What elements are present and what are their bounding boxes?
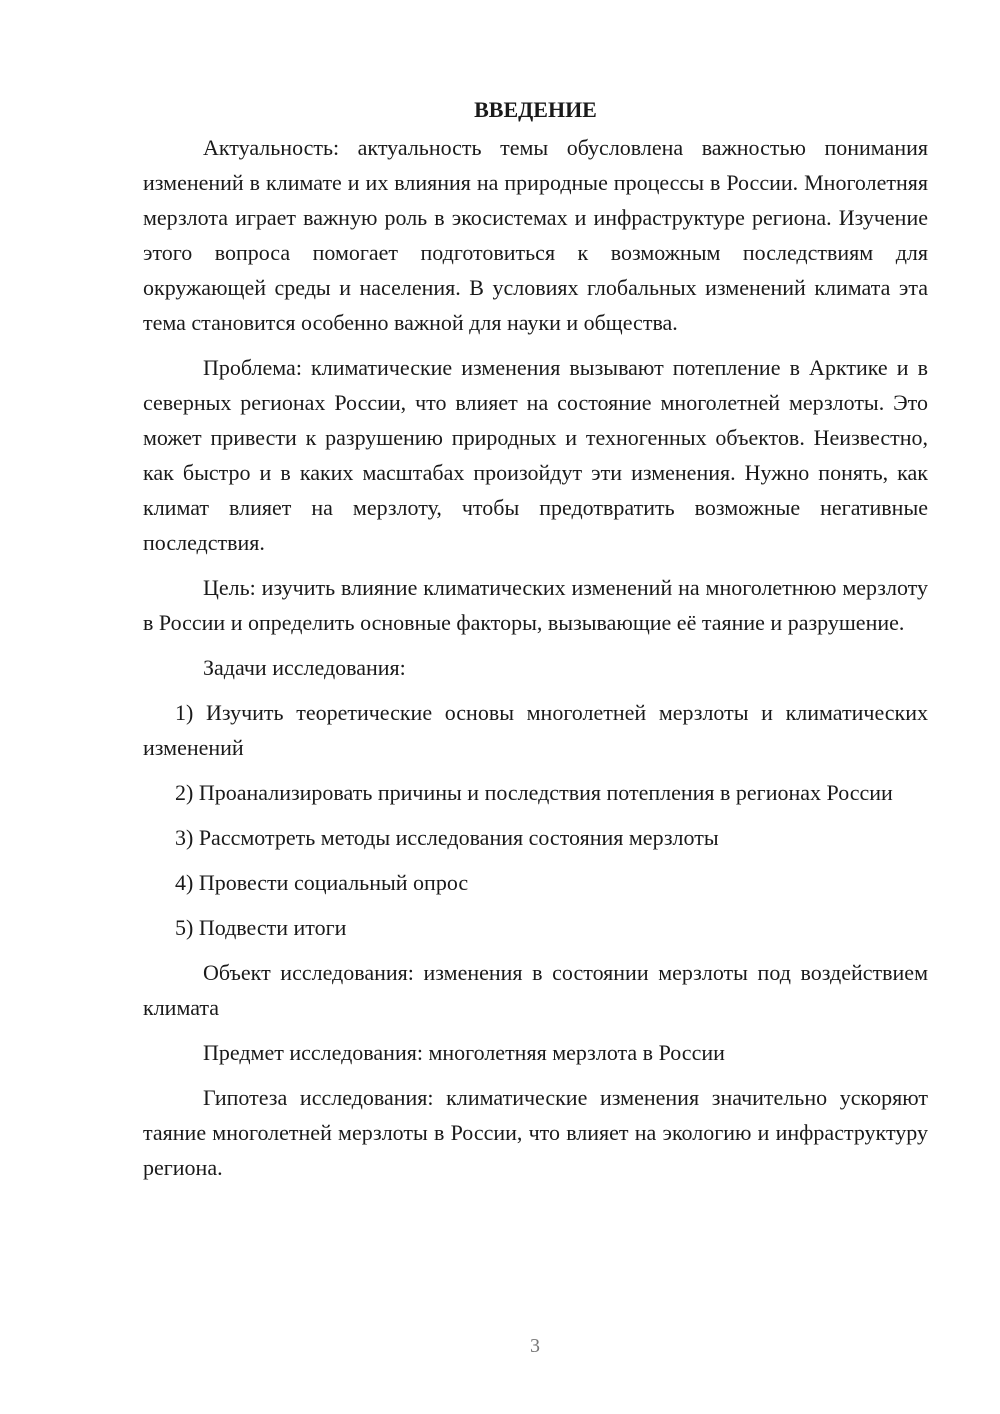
paragraph-problem: Проблема: климатические изменения вызывают потепление в Арктике и в северных регионах России, что влияет на состояние многолетней мерзлоты. Это может привести к разрушению природных и техногенных объектов. Неизвестно, как быстро и в каких масштабах произойдут эти изменения. Нужно понять, как климат влияет на мерзлоту, чтобы предотвратить возможные негативные последствия. <box>143 355 928 555</box>
task-item-5: 5) Подвести итоги <box>175 915 347 940</box>
page-number: 3 <box>530 1335 540 1357</box>
task-item-3: 3) Рассмотреть методы исследования состояния мерзлоты <box>175 825 719 850</box>
paragraph-goal: Цель: изучить влияние климатических изменений на многолетнюю мерзлоту в России и определить основные факторы, вызывающие её таяние и разрушение. <box>143 575 928 635</box>
paragraph-hypothesis: Гипотеза исследования: климатические изменения значительно ускоряют таяние многолетней мерзлоты в России, что влияет на экологию и инфраструктуру региона. <box>143 1085 928 1180</box>
task-item-2: 2) Проанализировать причины и последствия потепления в регионах России <box>175 780 893 805</box>
document-page <box>143 92 928 1185</box>
paragraph-object: Объект исследования: изменения в состоянии мерзлоты под воздействием климата <box>143 960 928 1020</box>
paragraph-relevance: Актуальность: актуальность темы обусловлена важностью понимания изменений в климате и их влияния на природные процессы в России. Многолетняя мерзлота играет важную роль в экосистемах и инфраструктуре региона. Изучение этого вопроса помогает подготовиться к возможным последствиям для окружающей среды и населения. В условиях глобальных изменений климата эта тема становится особенно важной для науки и общества. <box>143 135 928 335</box>
task-item-1: 1) Изучить теоретические основы многолетней мерзлоты и климатических изменений <box>143 700 928 760</box>
task-item-4: 4) Провести социальный опрос <box>175 870 469 895</box>
paragraph-subject: Предмет исследования: многолетняя мерзлота в России <box>203 1040 725 1065</box>
paragraph-tasks-heading: Задачи исследования: <box>203 655 406 680</box>
section-title: ВВЕДЕНИЕ <box>474 97 597 122</box>
